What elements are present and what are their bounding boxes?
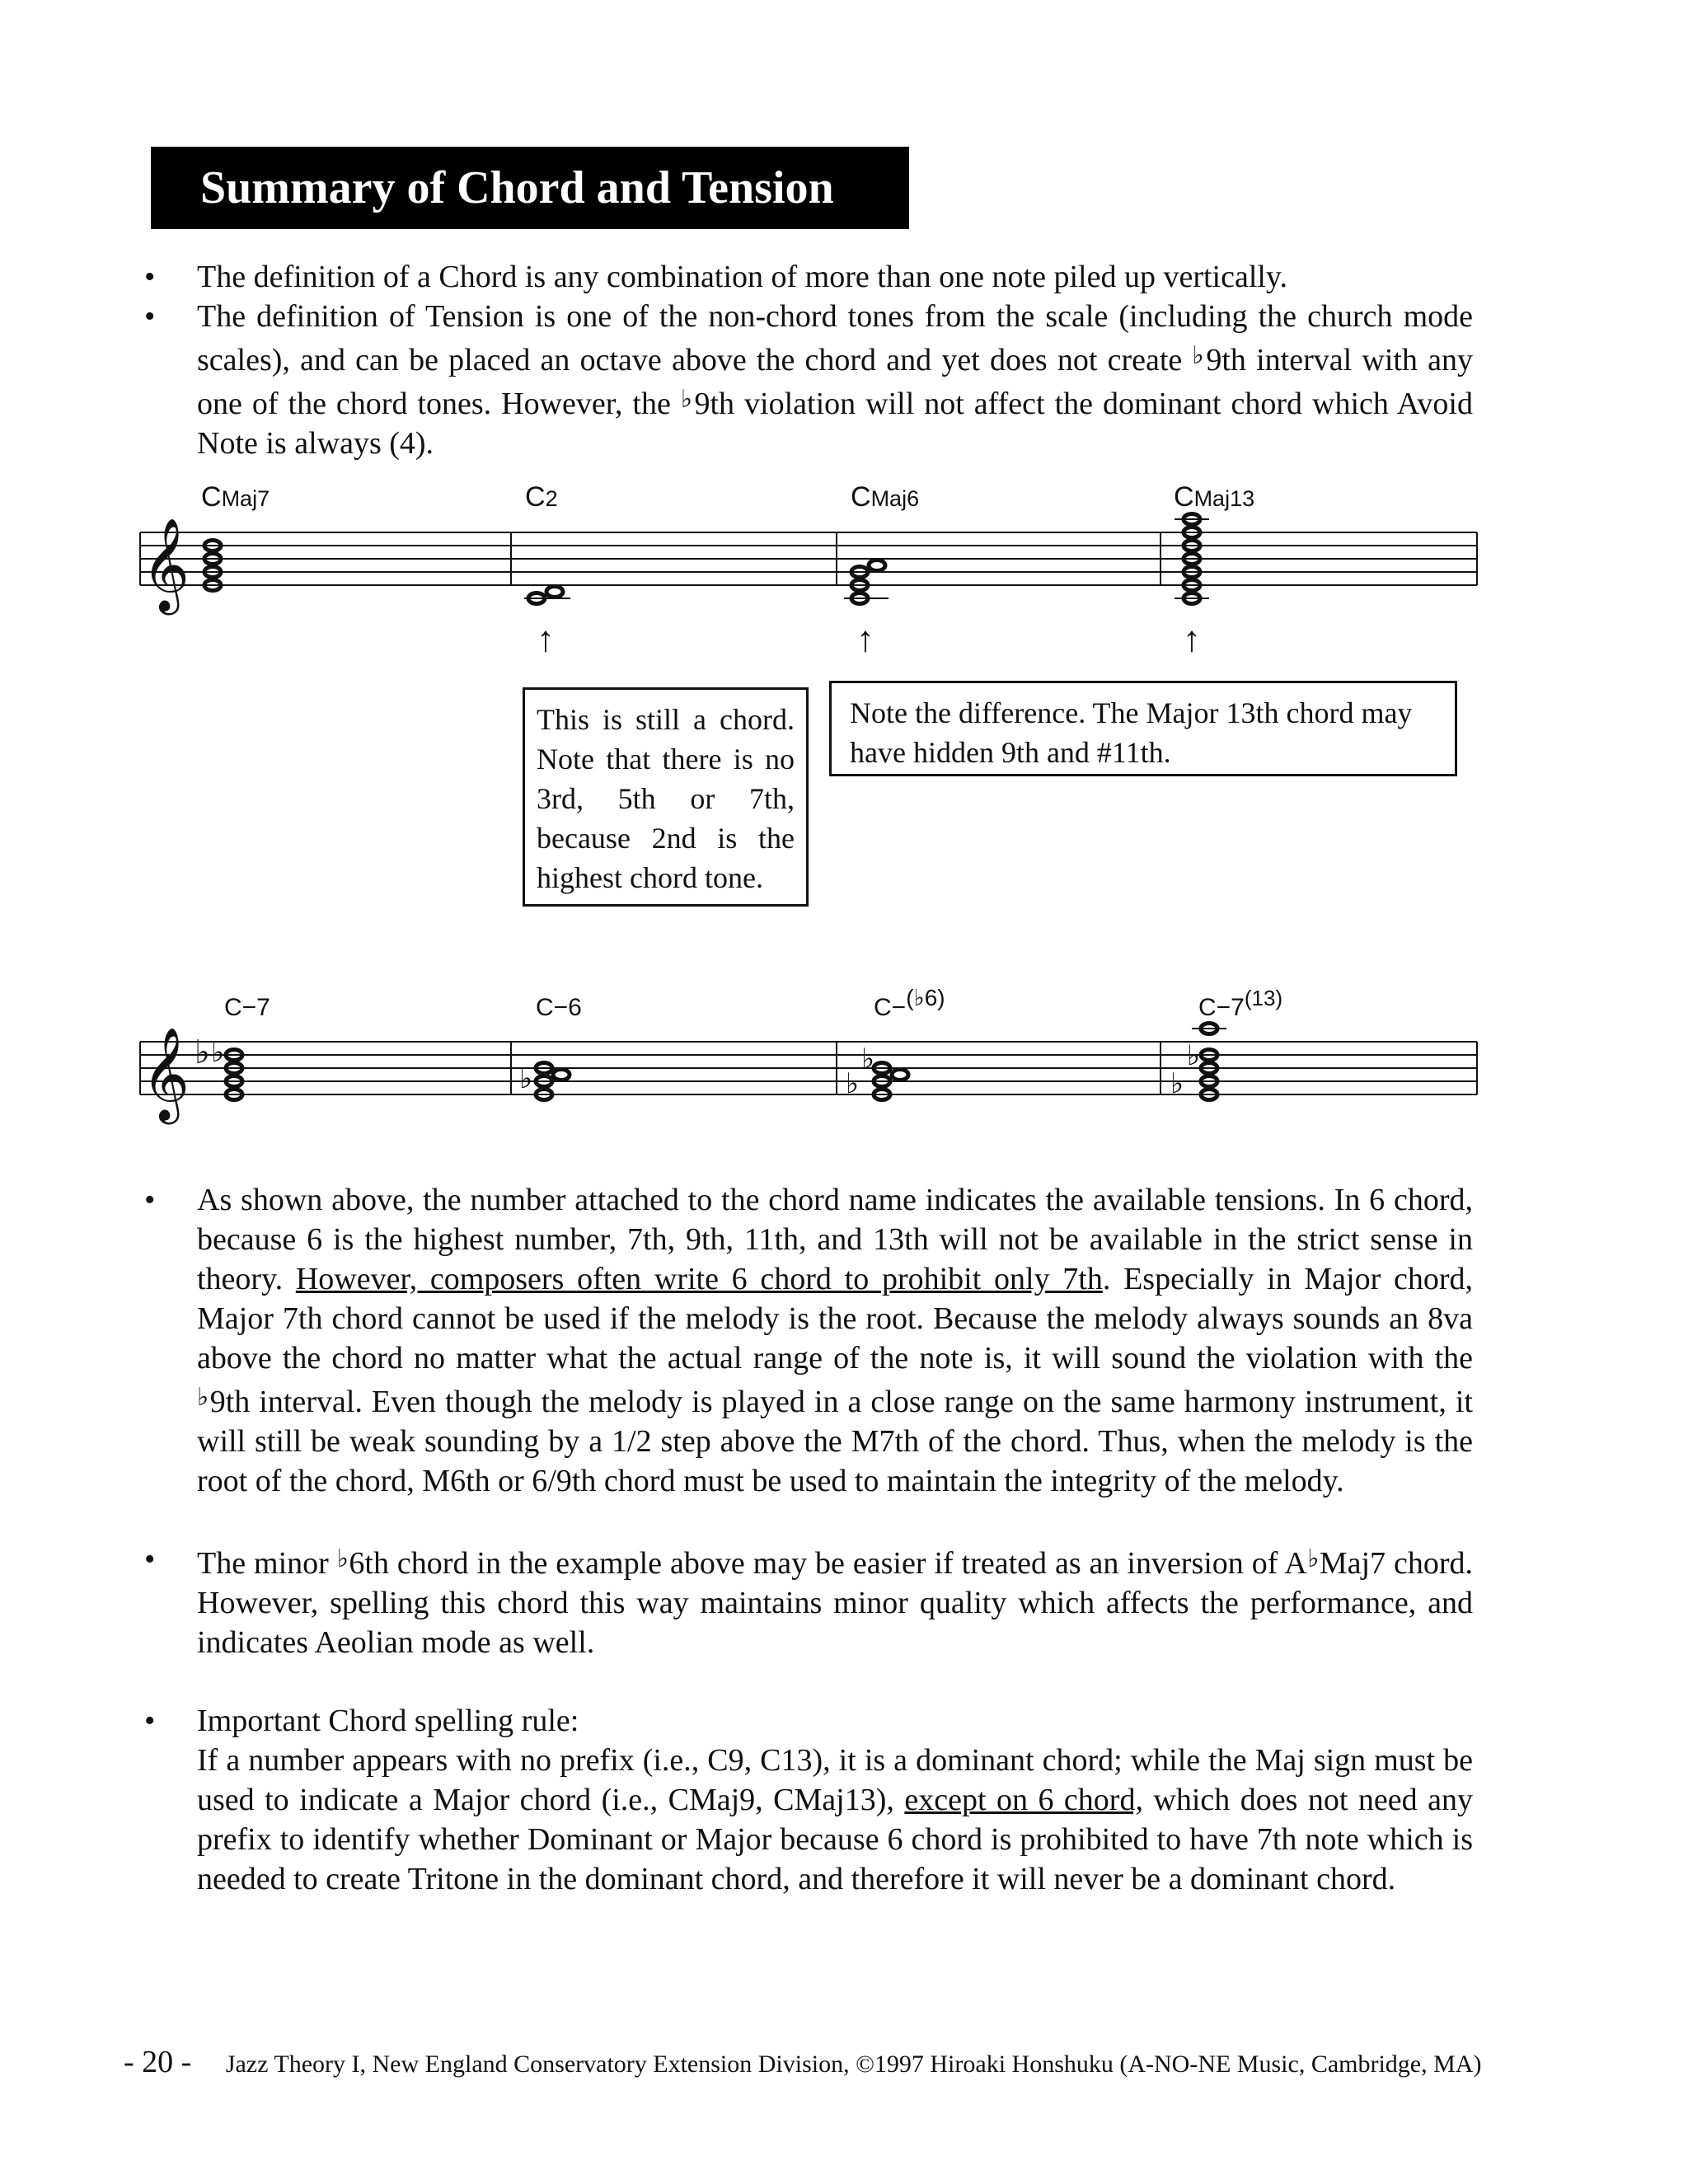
bullet-text: 9th interval with any one of the chord tones. However, the (197, 343, 1474, 421)
bullet-dot: • (144, 1704, 156, 1738)
citation: Jazz Theory I, New England Conservatory Extension Division, ©1997 Hiroaki Honshuku (A-NO-NE Music, Cambridge, MA) (225, 2050, 1482, 2078)
bullet-item (144, 1180, 1473, 1501)
arrow-up-icon: ↑ (537, 619, 555, 659)
underlined-text: However, composers often write 6 chord to prohibit only 7th (295, 1262, 1103, 1296)
chord-symbol: C−(♭6) (874, 985, 945, 1021)
staff-1 (140, 532, 1477, 585)
bullet-text: As shown above, the number attached to the chord name indicates the available tensions. In 6 chord, because 6 is the highest number, 7th, 9th, 11th, and 13th will not be available in the strict sense in theory. (197, 1183, 1473, 1296)
flat-symbol: ♭ (680, 386, 695, 413)
flat-symbol: ♭ (1306, 1545, 1320, 1572)
annotation-box-maj13: Note the difference. The Major 13th chord may have hidden 9th and #11th. (829, 681, 1457, 776)
bullet-text: The definition of a Chord is any combination of more than one note piled up vertically. (197, 260, 1287, 294)
chord-symbol: CMaj6 (851, 481, 920, 513)
bullet-text: Maj7 chord. However, spelling this chord this way maintains minor quality which affects the performance, and indicates Aeolian mode as well. (197, 1546, 1474, 1660)
flat-accidental-icon: ♭ (519, 1063, 533, 1094)
chord-symbol: C2 (525, 481, 558, 513)
underlined-text: except on 6 chord, (904, 1783, 1143, 1817)
bullet-text: If a number appears with no prefix (i.e., C9, C13), it is a dominant chord; while the Maj sign must be used to indicate a Major chord (i.e., CMaj9, CMaj13), (197, 1743, 1473, 1817)
bullet-item (144, 1540, 1473, 1662)
bullet-text: 9th violation will not affect the dominant chord which Avoid Note is always (4). (197, 387, 1473, 461)
flat-accidental-icon: ♭ (846, 1068, 860, 1099)
bullet-text: 6th chord in the example above may be easier if treated as an inversion of A (349, 1546, 1307, 1581)
chord-symbol: CMaj7 (201, 481, 270, 513)
annotation-box-c2: This is still a chord. Note that there is no 3rd, 5th or 7th, because 2nd is the highest chord tone. (523, 687, 809, 907)
page-title: Summary of Chord and Tension (200, 162, 834, 213)
flat-accidental-icon: ♭ (861, 1043, 875, 1075)
treble-clef-icon: 𝄞 (142, 1028, 190, 1118)
bullet-text: which does not need any prefix to identify whether Dominant or Major because 6 chord is prohibited to have 7th note which is needed to create Tritone in the dominant chord, and therefore it will never be a dominant chord. (197, 1783, 1473, 1896)
treble-clef-icon: 𝄞 (142, 518, 190, 609)
arrow-up-icon: ↑ (1183, 619, 1201, 659)
chord-symbol: C−6 (536, 994, 582, 1021)
arrow-up-icon: ↑ (856, 619, 874, 659)
flat-symbol: ♭ (197, 1384, 210, 1411)
flat-accidental-icon: ♭ (1170, 1068, 1184, 1099)
bullet-dot: • (144, 1542, 156, 1577)
flat-accidental-icon: ♭ (211, 1037, 225, 1068)
bullet-dot: • (144, 260, 156, 294)
page-number: - 20 - (124, 2045, 192, 2079)
body-bullets (144, 1180, 1473, 1899)
bullet-text: The minor (197, 1546, 337, 1581)
flat-symbol: ♭ (336, 1545, 349, 1572)
flat-symbol: ♭ (1192, 342, 1207, 369)
chord-notes-c2 (524, 587, 570, 604)
chord-symbol: CMaj13 (1174, 481, 1255, 513)
bullet-dot: • (144, 299, 156, 334)
staff-2 (140, 1042, 1477, 1094)
key-signature-flat-icon: ♭ (195, 1034, 210, 1071)
bullet-text: . Especially in Major chord, Major 7th chord cannot be used if the melody is the root. Because the melody always sounds an 8va above the chord no matter what the actual range of the note is, it will sound the violation with the (197, 1262, 1473, 1376)
rule-heading: Important Chord spelling rule: (197, 1704, 579, 1738)
bullet-dot: • (144, 1183, 156, 1217)
page-footer (124, 2044, 1484, 2080)
flat-accidental-icon: ♭ (1187, 1040, 1201, 1071)
bullet-item (144, 1701, 1473, 1899)
bullet-text: 9th interval. Even though the melody is played in a close range on the same harmony instrument, it will still be weak sounding by a 1/2 step above the M7th of the chord. Thus, when the melody is the root of the chord, M6th or 6/9th chord must be used to maintain the integrity of the melody. (197, 1385, 1473, 1498)
chord-symbol: C−7(13) (1198, 986, 1283, 1021)
chord-symbol: C−7 (224, 994, 270, 1021)
bullet-text: The definition of Tension is one of the non-chord tones from the scale (including the church mode scales), and can be placed an octave above the chord and yet does not create (197, 299, 1473, 377)
chord-notes-cmaj7 (204, 541, 221, 591)
chord-notes-cmaj6 (844, 560, 889, 604)
chord-notes-cm7 (226, 1050, 242, 1100)
